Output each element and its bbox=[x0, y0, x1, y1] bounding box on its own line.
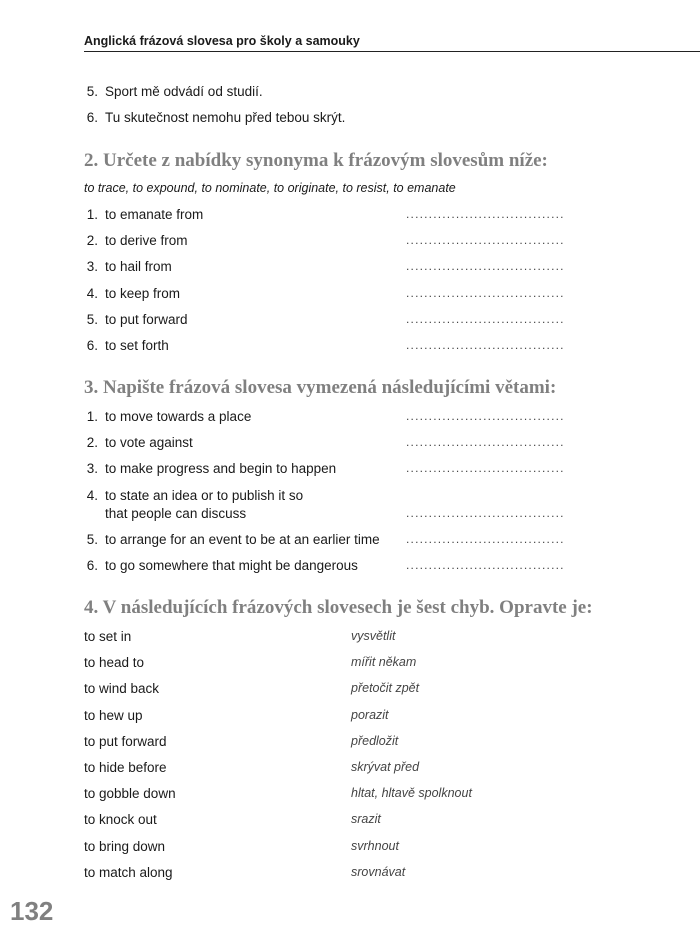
item-number: 4. bbox=[86, 488, 98, 503]
czech-meaning: srazit bbox=[351, 812, 381, 826]
phrasal-verb: to match along bbox=[84, 865, 173, 880]
answer-line[interactable]: ................................... bbox=[406, 207, 565, 221]
answer-line[interactable]: ................................... bbox=[406, 312, 565, 326]
czech-meaning: přetočit zpět bbox=[351, 681, 420, 695]
item-text: to set forth bbox=[105, 338, 169, 353]
phrasal-verb: to knock out bbox=[84, 812, 157, 827]
phrasal-verb: to bring down bbox=[84, 839, 166, 854]
phrasal-verb: to hide before bbox=[84, 760, 167, 775]
answer-line[interactable]: ................................... bbox=[406, 286, 565, 300]
czech-meaning: skrývat před bbox=[351, 760, 420, 774]
item-text: to state an idea or to publish it so bbox=[105, 488, 304, 503]
page-number: 132 bbox=[10, 896, 54, 926]
czech-meaning: srovnávat bbox=[351, 865, 406, 879]
phrasal-verb: to hew up bbox=[84, 708, 143, 723]
item-number: 4. bbox=[86, 286, 98, 301]
item-number: 6. bbox=[86, 558, 98, 573]
item-text: to put forward bbox=[105, 312, 188, 327]
item-text: Tu skutečnost nemohu před tebou skrýt. bbox=[105, 110, 346, 125]
item-number: 5. bbox=[86, 312, 98, 327]
item-number: 2. bbox=[86, 435, 98, 450]
answer-line[interactable]: ................................... bbox=[406, 233, 565, 247]
answer-line[interactable]: ................................... bbox=[406, 409, 565, 423]
item-text: to keep from bbox=[105, 286, 181, 301]
item-number: 6. bbox=[86, 338, 98, 353]
item-number: 2. bbox=[86, 233, 98, 248]
item-text: to arrange for an event to be at an earlier time bbox=[105, 532, 380, 547]
answer-line[interactable]: ................................... bbox=[406, 558, 565, 572]
phrasal-verb: to put forward bbox=[84, 734, 167, 749]
item-number: 6. bbox=[86, 110, 98, 125]
item-text: to move towards a place bbox=[105, 409, 252, 424]
czech-meaning: mířit někam bbox=[351, 655, 417, 669]
czech-meaning: svrhnout bbox=[351, 839, 399, 853]
item-number: 1. bbox=[86, 409, 98, 424]
section-2-choices: to trace, to expound, to nominate, to originate, to resist, to emanate bbox=[84, 181, 456, 195]
phrasal-verb: to wind back bbox=[84, 681, 160, 696]
item-text: to emanate from bbox=[105, 207, 204, 222]
answer-line[interactable]: ................................... bbox=[406, 506, 565, 520]
czech-meaning: předložit bbox=[351, 734, 399, 748]
czech-meaning: porazit bbox=[351, 708, 389, 722]
item-text: to go somewhere that might be dangerous bbox=[105, 558, 358, 573]
answer-line[interactable]: ................................... bbox=[406, 532, 565, 546]
section-2-title: 2. Určete z nabídky synonyma k frázovým slovesům níže: bbox=[84, 150, 548, 171]
item-number: 3. bbox=[86, 259, 98, 274]
phrasal-verb: to head to bbox=[84, 655, 145, 670]
item-text: to make progress and begin to happen bbox=[105, 461, 337, 476]
section-4-title: 4. V následujících frázových slovesech je šest chyb. Opravte je: bbox=[84, 597, 593, 618]
answer-line[interactable]: ................................... bbox=[406, 338, 565, 352]
section-3-title: 3. Napište frázová slovesa vymezená následujícími větami: bbox=[84, 377, 557, 398]
item-text: to derive from bbox=[105, 233, 188, 248]
czech-meaning: vysvětlit bbox=[351, 629, 396, 643]
answer-line[interactable]: ................................... bbox=[406, 435, 565, 449]
item-text: to vote against bbox=[105, 435, 193, 450]
item-number: 1. bbox=[86, 207, 98, 222]
answer-line[interactable]: ................................... bbox=[406, 461, 565, 475]
phrasal-verb: to gobble down bbox=[84, 786, 176, 801]
item-number: 5. bbox=[86, 84, 98, 99]
item-text: Sport mě odvádí od studií. bbox=[105, 84, 263, 99]
item-number: 3. bbox=[86, 461, 98, 476]
item-text: to hail from bbox=[105, 259, 172, 274]
item-text: that people can discuss bbox=[105, 506, 247, 521]
phrasal-verb: to set in bbox=[84, 629, 132, 644]
czech-meaning: hltat, hltavě spolknout bbox=[351, 786, 472, 800]
answer-line[interactable]: ................................... bbox=[406, 259, 565, 273]
item-number: 5. bbox=[86, 532, 98, 547]
running-header: Anglická frázová slovesa pro školy a samouky bbox=[84, 33, 700, 52]
